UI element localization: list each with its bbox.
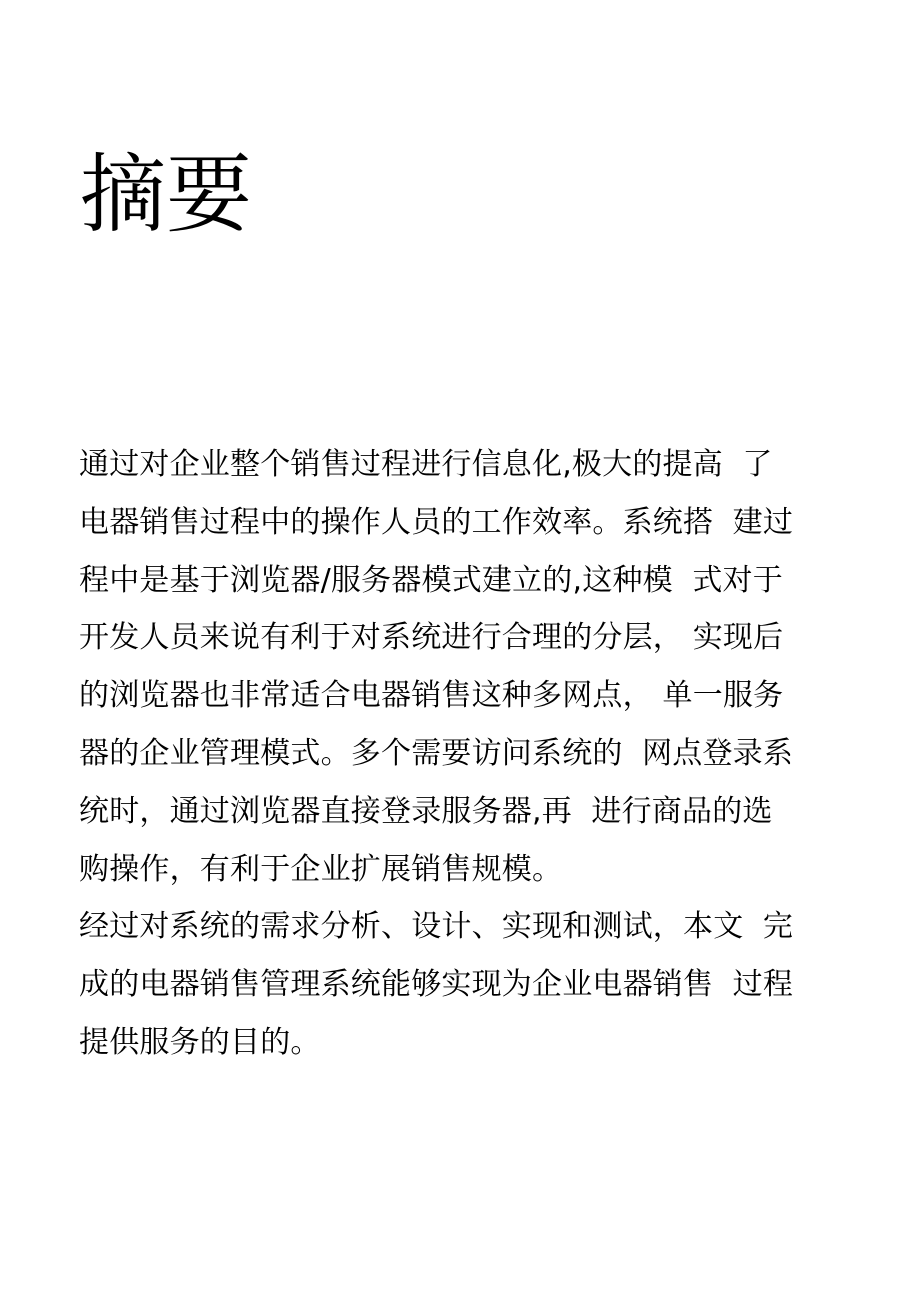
abstract-line: 购操作，有利于企业扩展销售规模。 <box>79 851 563 887</box>
abstract-line: 经过对系统的需求分析、设计、实现和测试，本文 完 <box>79 909 794 945</box>
abstract-line: 统时，通过浏览器直接登录服务器,再 进行商品的选 <box>79 793 773 829</box>
page-title: 摘要 <box>80 145 252 245</box>
abstract-line: 成的电器销售管理系统能够实现为企业电器销售 过程 <box>79 967 794 1003</box>
abstract-line: 器的企业管理模式。多个需要访问系统的 网点登录系 <box>79 735 794 771</box>
abstract-line: 开发人员来说有利于对系统进行合理的分层， 实现后 <box>79 620 784 656</box>
abstract-line: 的浏览器也非常适合电器销售这种多网点， 单一服务 <box>79 678 784 714</box>
abstract-body <box>79 436 879 1072</box>
abstract-line: 程中是基于浏览器/服务器模式建立的,这种模 式对于 <box>79 562 783 598</box>
abstract-line: 提供服务的目的。 <box>79 1024 321 1060</box>
abstract-line: 电器销售过程中的操作人员的工作效率。系统搭 建过 <box>79 504 794 540</box>
abstract-line: 通过对企业整个销售过程进行信息化,极大的提高 了 <box>79 447 773 482</box>
